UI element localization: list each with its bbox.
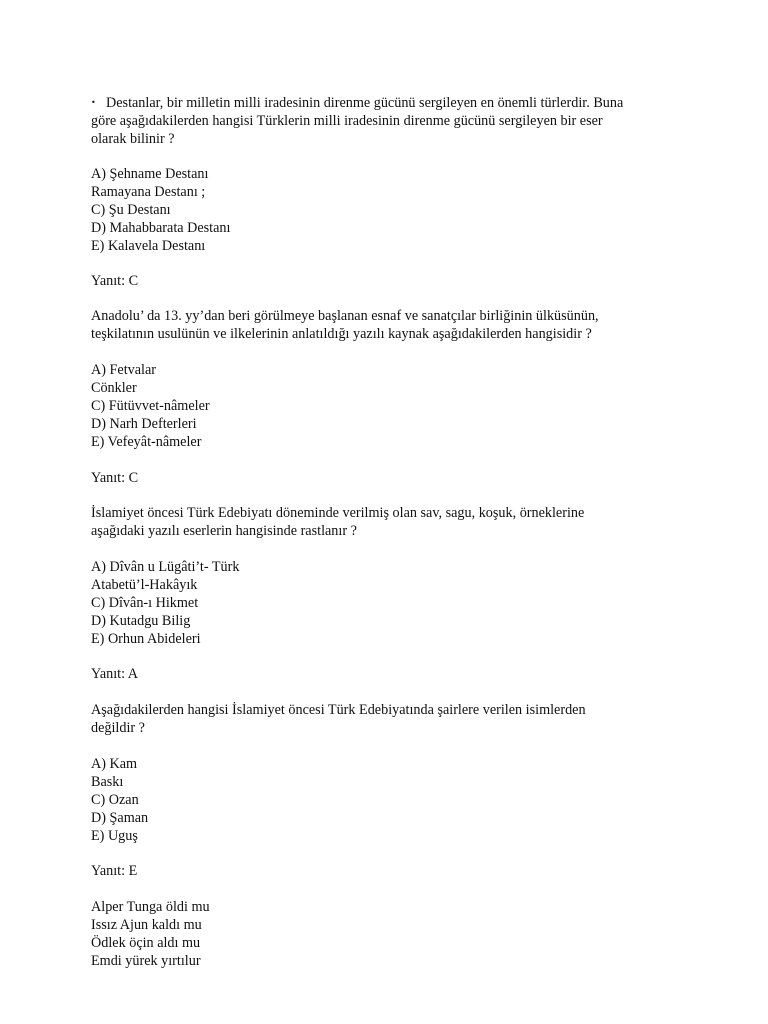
question-2-option-b: Cönkler [91,380,137,396]
question-4-option-c: C) Ozan [91,792,139,808]
question-3-option-a: A) Dîvân u Lügâti’t- Türk [91,559,240,575]
question-2-options [91,361,691,451]
question-4-options [91,755,691,845]
question-1-answer [91,272,691,290]
question-3-text-2: aşağıdaki yazılı eserlerin hangisinde rastlanır ? [91,523,357,539]
question-2-text-2: teşkilatının usulünün ve ilkelerinin anlatıldığı yazılı kaynak aşağıdakilerden hangisidir ? [91,326,592,342]
question-4-option-a: A) Kam [91,756,138,772]
poem-line-2: Issız Ajun kaldı mu [91,917,202,933]
question-1-option-c: C) Şu Destanı [91,202,171,218]
question-3-prompt [91,504,691,540]
question-3-option-c: C) Dîvân-ı Hikmet [91,595,199,611]
poem-line-3: Ödlek öçin aldı mu [91,935,201,951]
question-3-text-1: İslamiyet öncesi Türk Edebiyatı döneminde verilmiş olan sav, sagu, koşuk, örneklerine [91,505,585,521]
question-1-option-a: A) Şehname Destanı [91,166,209,182]
question-1-line-1 [91,94,691,112]
question-1-text-3: olarak bilinir ? [91,131,175,147]
question-3-option-e: E) Orhun Abideleri [91,631,201,647]
question-1-option-b: Ramayana Destanı ; [91,184,206,200]
question-1-text-1: Destanlar, bir milletin milli iradesinin direnme gücünü sergileyen en önemli türlerdir. Buna [106,95,624,111]
question-3-answer [91,665,691,683]
question-4-text-1: Aşağıdakilerden hangisi İslamiyet öncesi Türk Edebiyatında şairlere verilen isimlerden [91,702,586,718]
question-2-answer-text: Yanıt: C [91,470,139,486]
question-1-option-e: E) Kalavela Destanı [91,238,206,254]
question-4-option-e: E) Uguş [91,828,138,844]
poem [91,898,691,970]
bullet-icon: • [91,98,96,107]
question-2-answer [91,469,691,487]
question-1-options [91,165,691,255]
question-2-option-c: C) Fütüvvet-nâmeler [91,398,210,414]
question-2-option-d: D) Narh Defterleri [91,416,197,432]
question-4-option-b: Baskı [91,774,124,790]
question-2-option-a: A) Fetvalar [91,362,157,378]
question-1-answer-text: Yanıt: C [91,273,139,289]
question-4-option-d: D) Şaman [91,810,149,826]
question-1-prompt [91,94,691,148]
question-3-options [91,558,691,648]
question-2-option-e: E) Vefeyât-nâmeler [91,434,202,450]
question-2-text-1: Anadolu’ da 13. yy’dan beri görülmeye başlanan esnaf ve sanatçılar birliğinin ülküsünün, [91,308,599,324]
question-4-prompt [91,701,691,737]
question-3-option-b: Atabetü’l-Hakâyık [91,577,198,593]
question-4-text-2: değildir ? [91,720,145,736]
question-1-text-2: göre aşağıdakilerden hangisi Türklerin milli iradesinin direnme gücünü sergileyen bir eser [91,113,603,129]
poem-line-1: Alper Tunga öldi mu [91,899,210,915]
question-3-option-d: D) Kutadgu Bilig [91,613,191,629]
question-4-answer-text: Yanıt: E [91,863,138,879]
question-1-option-d: D) Mahabbarata Destanı [91,220,231,236]
question-2-prompt [91,307,691,343]
question-3-answer-text: Yanıt: A [91,666,139,682]
question-4-answer [91,862,691,880]
poem-line-4: Emdi yürek yırtılur [91,953,201,969]
